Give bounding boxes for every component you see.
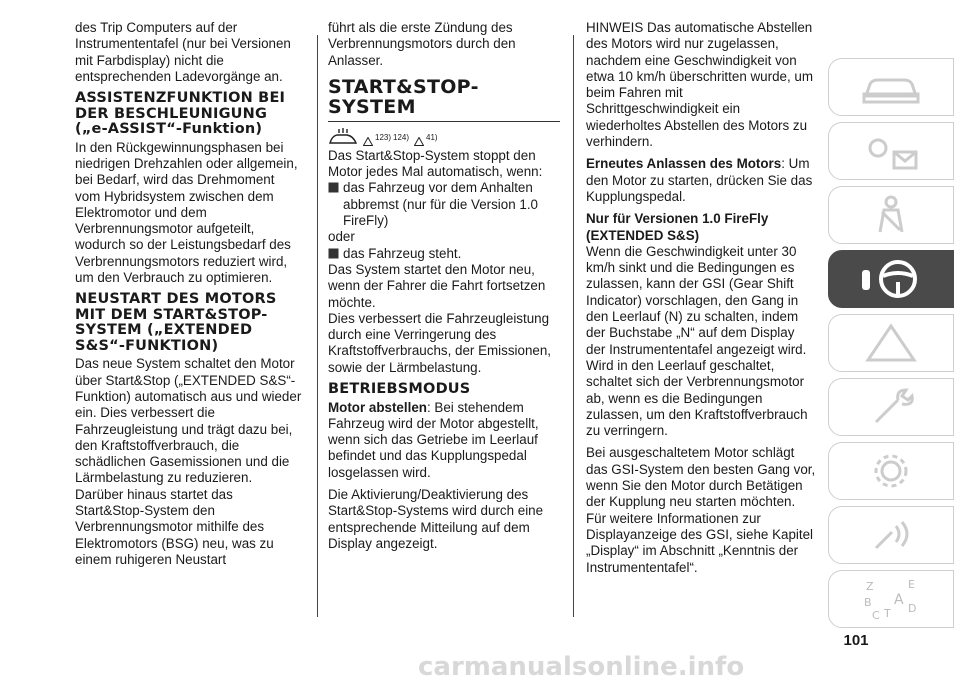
list-item bbox=[328, 180, 560, 229]
column-3 bbox=[586, 20, 816, 582]
reference-number: 41) bbox=[426, 132, 438, 142]
index-letter: A bbox=[894, 592, 904, 608]
steering-wheel-icon bbox=[856, 256, 926, 302]
tab-maintenance[interactable] bbox=[828, 378, 954, 436]
heading-firefly: Nur für Versionen 1.0 FireFly (EXTENDED S&S) bbox=[586, 211, 769, 243]
hand-caution-icon bbox=[414, 137, 424, 146]
car-icon bbox=[856, 64, 926, 110]
column-1 bbox=[75, 20, 303, 574]
paragraph-benefits: Dies verbessert die Fahrzeugleistung durch eine Verringerung des Kraftstoffverbrauchs, der Emissionen, sowie der Lärmbelastung. bbox=[328, 310, 552, 375]
heading-start-stop: START&STOP-SYSTEM bbox=[328, 77, 560, 122]
reference-number: 124) bbox=[393, 132, 410, 142]
paragraph-gsi: Wenn die Geschwindigkeit unter 30 km/h sinkt und die Bedingungen es zulassen, kann der GSI (Gear Shift Indicator) vorschlagen, den Gang in den Leerlauf (N) zu schalten, indem der Buchstabe „N“ auf dem Display der Instrumententafel angezeigt wird. Wird in den Leerlauf geschaltet, schaltet sich der Verbrennungsmotor ab, wenn es die Bedingungen zulassen, um den Kraftstoffverbrauch zu verringern. bbox=[586, 243, 808, 439]
tab-multimedia[interactable] bbox=[828, 506, 954, 564]
alphabetical-index-icon bbox=[856, 576, 926, 622]
index-letter: E bbox=[908, 578, 915, 591]
tab-starting-driving[interactable] bbox=[828, 250, 954, 308]
paragraph-intro: des Trip Computers auf der Instrumententafel (nur bei Versionen mit Farbdisplay) nicht die entsprechenden Ladevorgänge an. bbox=[75, 20, 291, 84]
warning-triangle-icon bbox=[363, 137, 373, 146]
tab-alphabetical-index[interactable] bbox=[828, 570, 954, 628]
heading-neustart: NEUSTART DES MOTORS MIT DEM START&STOP-SYSTEM („EXTENDED S&S“-FUNKTION) bbox=[75, 291, 277, 354]
car-warning-icon bbox=[328, 126, 358, 146]
index-letter: B bbox=[864, 596, 872, 609]
paragraph-oder: oder bbox=[328, 229, 355, 245]
paragraph-intro: führt als die erste Zündung des Verbrennungsmotors durch den Anlasser. bbox=[328, 20, 516, 68]
paragraph-gsi-restart: Bei ausgeschaltetem Motor schlägt das GSI-System den besten Gang vor, wenn Sie den Motor durch Betätigen der Kupplung neu starten möchten. Für weitere Informationen zur Displayanzeige des GSI, siehe Kapitel „Display“ im Abschnitt „Kenntnis der Instrumententafel“. bbox=[586, 445, 816, 575]
tab-emergency[interactable] bbox=[828, 314, 954, 372]
column-2 bbox=[328, 20, 560, 558]
bullet-square-icon bbox=[328, 248, 339, 259]
paragraph-hinweis: HINWEIS Das automatische Abstellen des Motors wird nur zugelassen, nachdem eine Geschwindigkeit von etwa 10 km/h überschritten wurde, um beim Fahren mit Schrittgeschwindigkeit ein wiederholtes Abstellen des Motors zu verhindern. bbox=[586, 20, 814, 150]
column-divider bbox=[317, 35, 318, 617]
tab-vehicle[interactable] bbox=[828, 58, 954, 116]
run-in-heading: Motor abstellen bbox=[328, 399, 427, 415]
run-in-text: : Bei stehendem Fahrzeug wird der Motor abgestellt, wenn sich das Getriebe im Leerlauf befindet und das Kupplungspedal losgelassen wird. bbox=[328, 399, 539, 480]
heading-betriebsmodus: BETRIEBSMODUS bbox=[328, 381, 471, 398]
tab-instruments[interactable] bbox=[828, 122, 954, 180]
page-number: 101 bbox=[843, 632, 869, 649]
paragraph-assist: In den Rückgewinnungsphasen bei niedrigen Drehzahlen oder allgemein, bei Bedarf, wird das Drehmoment vom Hybridsystem zwischen dem Elektromotor und dem Verbrennungsmotor aufgeteilt, wodurch so der Leistungsbedarf des Verbrennungsmotors reduziert wird, um den Verbrauch zu optimieren. bbox=[75, 139, 298, 286]
watermark: carmanualsonline.info bbox=[418, 652, 745, 682]
warning-light-icon bbox=[856, 128, 926, 174]
index-letter: Z bbox=[866, 580, 874, 593]
run-in-heading: Erneutes Anlassen des Motors bbox=[586, 156, 782, 172]
warning-references bbox=[328, 126, 560, 146]
seatbelt-icon bbox=[856, 192, 926, 238]
bullet-square-icon bbox=[328, 182, 339, 193]
column-divider bbox=[573, 35, 574, 617]
paragraph-stop-condition: Das Start&Stop-System stoppt den Motor jedes Mal automatisch, wenn: bbox=[328, 147, 543, 180]
gear-icon bbox=[856, 448, 926, 494]
list-item-text: das Fahrzeug steht. bbox=[343, 245, 462, 261]
index-letter: D bbox=[908, 602, 917, 615]
reference-group bbox=[363, 130, 409, 146]
media-icon bbox=[856, 512, 926, 558]
emergency-triangle-icon bbox=[856, 320, 926, 366]
paragraph-motor-abstellen bbox=[328, 400, 560, 481]
run-in-text: : Um den Motor zu starten, drücken Sie das Kupplungspedal. bbox=[586, 156, 813, 204]
wrench-icon bbox=[856, 384, 926, 430]
list-item-text: das Fahrzeug vor dem Anhalten abbremst (nur für die Version 1.0 FireFly) bbox=[343, 180, 539, 229]
reference-number: 123) bbox=[375, 132, 392, 142]
heading-assist: ASSISTENZFUNKTION BEI DER BESCHLEUNIGUNG („e-ASSIST“-Funktion) bbox=[75, 90, 286, 138]
paragraph-neustart: Das neue System schaltet den Motor über Start&Stop („EXTENDED S&S“-Funktion) automatisch aus und wieder ein. Dies verbessert die Fahrzeugleistung und trägt dazu bei, den Kraftstoffverbrauch, die schädlichen Gasemissionen und die Lärmbelastung zu reduzieren. Darüber hinaus startet das Start&Stop-System den Verbrennungsmotor mithilfe des Elektromotors (BSG) neu, was zu einem ruhigeren Neustart bbox=[75, 356, 302, 567]
tab-technical-data[interactable] bbox=[828, 442, 954, 500]
list-item bbox=[328, 246, 560, 262]
paragraph-restart: Das System startet den Motor neu, wenn der Fahrer die Fahrt fortsetzen möchte. bbox=[328, 261, 546, 310]
index-letter: C bbox=[872, 609, 880, 622]
tab-safety[interactable] bbox=[828, 186, 954, 244]
index-letter: T bbox=[884, 607, 891, 620]
paragraph-erneutes-anlassen bbox=[586, 156, 816, 205]
paragraph-activation: Die Aktivierung/Deaktivierung des Start&Stop-Systems wird durch eine entsprechende Mitteilung auf dem Display angezeigt. bbox=[328, 487, 544, 551]
reference-group bbox=[414, 130, 438, 146]
